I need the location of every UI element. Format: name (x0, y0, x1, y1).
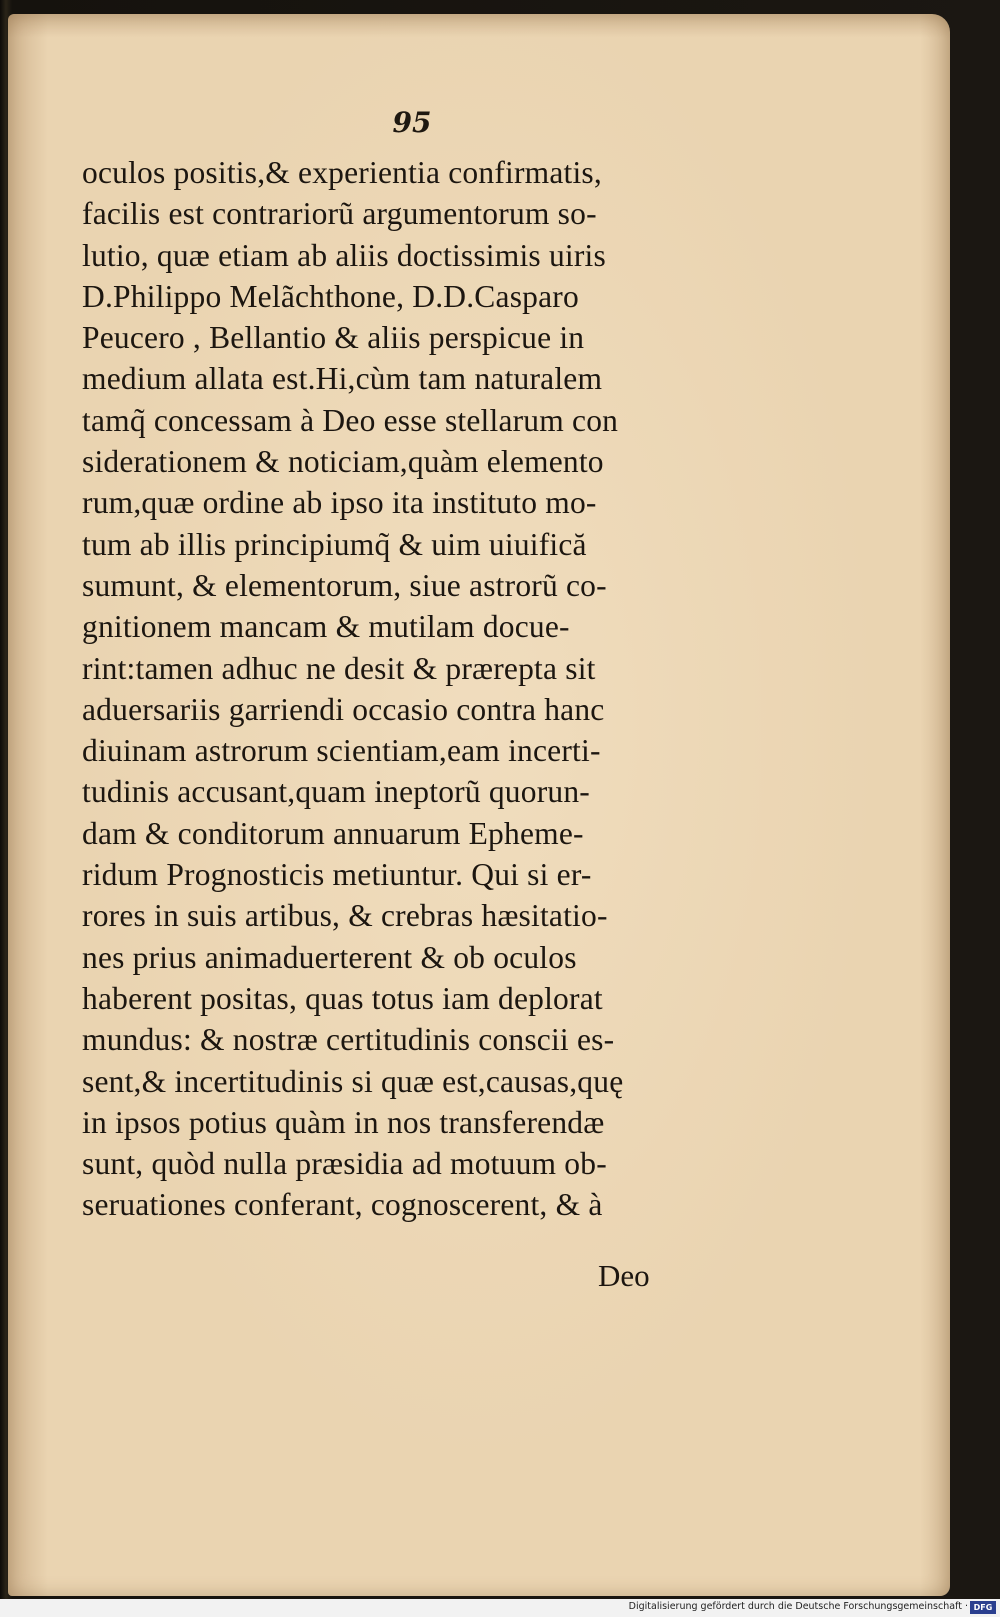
text-line: oculos positis,& experientia confirmatis, (82, 155, 602, 190)
text-line: rum,quæ ordine ab ipso ita instituto mo- (82, 485, 597, 521)
text-line: tudinis accusant,quam ineptorũ quorun- (82, 774, 590, 810)
text-line: nes prius animaduerterent & ob oculos (82, 939, 577, 975)
text-line: D.Philippo Melãchthone, D.D.Casparo (82, 278, 579, 314)
text-line: medium allata est.Hi,cùm tam naturalem (82, 361, 603, 397)
text-line: sumunt, & elementorum, siue astrorũ co- (82, 567, 607, 603)
text-line: tamq̃ concessam à Deo esse stellarum con (82, 402, 619, 438)
text-line: rint:tamen adhuc ne desit & prærepta sit (82, 650, 596, 686)
text-line: seruationes conferant, cognoscerent, & à (82, 1187, 603, 1223)
text-line: tum ab illis principiumq̃ & uim uiuifică (82, 526, 587, 562)
text-line: facilis est contrariorũ argumentorum so- (82, 196, 597, 232)
text-line: dam & conditorum annuarum Epheme- (82, 815, 584, 851)
catchword: Deo (598, 1258, 650, 1293)
dfg-logo: DFG (970, 1601, 996, 1614)
text-line: sent,& incertitudinis si quæ est,causas,quę (82, 1063, 624, 1099)
text-line: siderationem & noticiam,quàm elemento (82, 444, 604, 480)
body-text (82, 152, 732, 1226)
text-line: Peucero , Bellantio & aliis perspicue in (82, 320, 585, 356)
text-line: mundus: & nostræ certitudinis conscii es- (82, 1022, 615, 1058)
funding-credit: Digitalisierung gefördert durch die Deutsche Forschungsgemeinschaft · (628, 1601, 968, 1612)
text-line: lutio, quæ etiam ab aliis doctissimis uiris (82, 237, 606, 273)
text-line: rores in suis artibus, & crebras hæsitatio- (82, 898, 608, 934)
text-line: aduersariis garriendi occasio contra hanc (82, 691, 605, 727)
text-line: in ipsos potius quàm in nos transferendæ (82, 1104, 605, 1140)
text-line: diuinam astrorum scientiam,eam incerti- (82, 733, 601, 769)
text-line: gnitionem mancam & mutilam docue- (82, 609, 570, 645)
text-line: sunt, quòd nulla præsidia ad motuum ob- (82, 1146, 607, 1182)
page-number: 95 (392, 106, 432, 139)
text-line: ridum Prognosticis metiuntur. Qui si er- (82, 857, 592, 893)
text-line: haberent positas, quas totus iam deplorat (82, 980, 603, 1016)
